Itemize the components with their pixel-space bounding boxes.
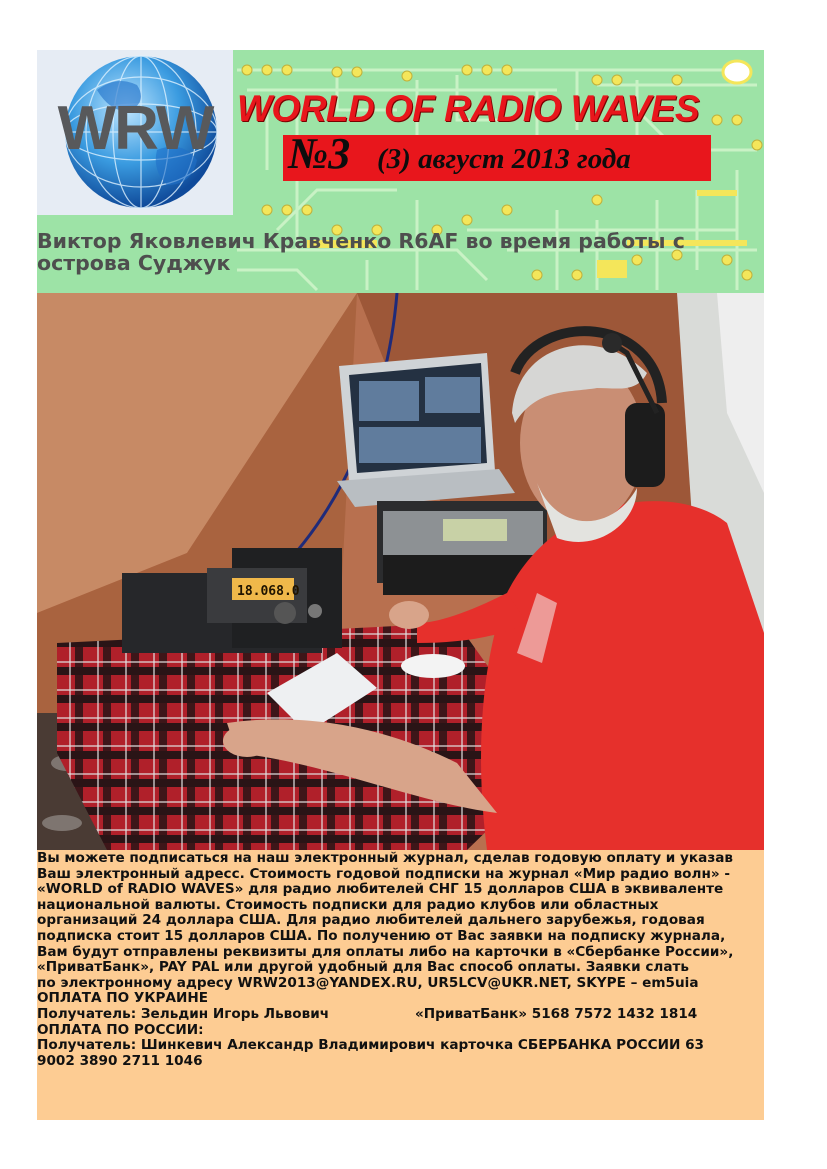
cover-photo [37, 293, 764, 850]
wrw-logo [37, 50, 233, 215]
cover-caption: Виктор Яковлевич Кравченко R6AF во время работы с острова Суджук [37, 229, 685, 275]
subscription-line: национальной валюты. Стоимость подписки для радио клубов или областных [37, 896, 659, 913]
subscription-line: «ПриватБанк», PAY PAL или другой удобный для Вас способ оплаты. Заявки слать [37, 959, 690, 976]
masthead-title: WORLD OF RADIO WAVES [237, 88, 700, 129]
radio-operator-photo [37, 293, 764, 850]
subscription-line: по электронному адресу WRW2013@YANDEX.RU, UR5LCV@UKR.NET, SKYPE – em5uia [37, 974, 699, 991]
subscription-line: подписка стоит 15 долларов США. По получению от Вас заявки на подписку журнала, [37, 927, 726, 944]
russia-card-number: 9002 3890 2711 1046 [37, 1052, 203, 1069]
subscription-line: Вам будут отправлены реквизиты для оплаты либо на карточки в «Сбербанке России», [37, 943, 734, 960]
transceiver-display: 18.068.0 [237, 584, 300, 599]
issue-date: (3) август 2013 года [377, 143, 631, 175]
subscription-line: «WORLD of RADIO WAVES» для радио любителей СНГ 15 долларов США в эквиваленте [37, 881, 724, 898]
logo-text: WRW [57, 94, 213, 163]
ukraine-payment-row [37, 1007, 764, 1023]
subscription-line: Вы можете подписаться на наш электронный журнал, сделав годовую оплату и указав [37, 850, 733, 866]
ukraine-card-number: «ПриватБанк» 5168 7572 1432 1814 [415, 1005, 698, 1022]
russia-recipient: Получатель: Шинкевич Александр Владимирович карточка СБЕРБАНКА РОССИИ 63 [37, 1037, 704, 1054]
ukraine-payment-heading: ОПЛАТА ПО УКРАИНЕ [37, 990, 209, 1007]
subscription-line: организаций 24 доллара США. Для радио любителей дальнего зарубежья, годовая [37, 912, 705, 929]
russia-payment-heading: ОПЛАТА ПО РОССИИ: [37, 1021, 204, 1038]
ukraine-recipient: Получатель: Зельдин Игорь Львович [37, 1005, 330, 1022]
subscription-text [37, 851, 764, 1069]
subscription-line: Ваш электронный адресс. Стоимость годовой подписки на журнал «Мир радио волн» - [37, 865, 731, 882]
issue-number: №3 [288, 129, 351, 178]
